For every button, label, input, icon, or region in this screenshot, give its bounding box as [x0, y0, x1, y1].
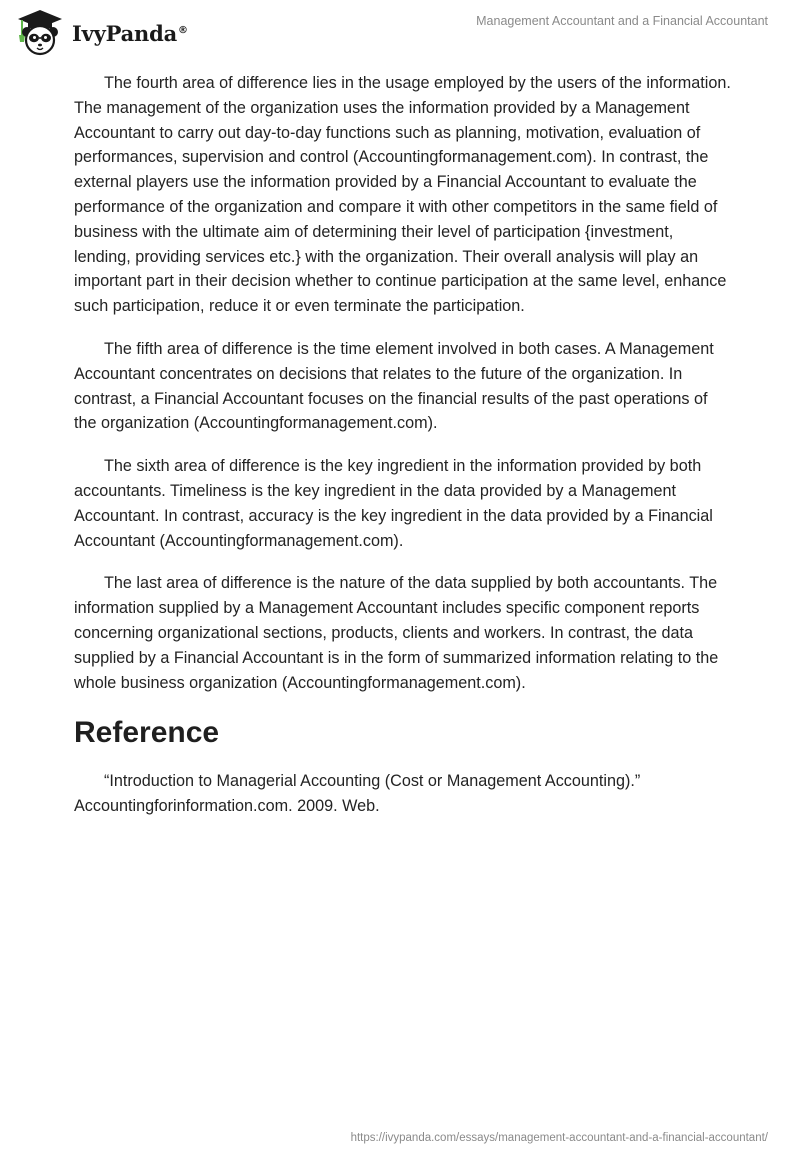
reference-entry: “Introduction to Managerial Accounting (Cost or Management Accounting).” Accountingforinformation.com. 2009. Web. [74, 772, 641, 816]
essay-body [74, 71, 734, 837]
page-header [0, 0, 800, 60]
reference-heading: Reference [74, 716, 220, 750]
brand-name: IvyPanda® [72, 20, 188, 46]
paragraph-nature-of-data: The last area of difference is the nature of the data supplied by both accountants. The information supplied by a Management Accountant includes specific component reports concerning organizational sections, products, clients and workers. In contrast, the data supplied by a Financial Accountant is in the form of summarized information relating to the whole business organization (Accountingformanagement.com). [74, 574, 719, 692]
registered-mark: ® [178, 24, 188, 36]
brand-logo[interactable] [14, 8, 188, 56]
document-title: Management Accountant and a Financial Accountant [476, 14, 768, 28]
source-url[interactable]: https://ivypanda.com/essays/management-accountant-and-a-financial-accountant/ [350, 1132, 768, 1144]
paragraph-time-element: The fifth area of difference is the time element involved in both cases. A Management Accountant concentrates on decisions that relates to the future of the organization. In contrast, a Financial Accountant focuses on the financial results of the past operations of the organization (Accountingformanagement.com). [74, 339, 714, 433]
paragraph-key-ingredient: The sixth area of difference is the key ingredient in the information provided by both accountants. Timeliness is the key ingredient in the data provided by a Management Accountant. In contrast, accuracy is the key ingredient in the data provided by a Financial Accountant (Accountingformanagement.com). [74, 457, 713, 550]
paragraph-usage: The fourth area of difference lies in the usage employed by the users of the information. The management of the organization uses the information provided by a Management Accountant to carry out day-to-day functions such as planning, motivation, evaluation of performances, supervision and control (Accountingformanagement.com). In contrast, the external players use the information provided by a Financial Accountant to evaluate the performance of the organization and compare it with other competitors in the same field of business with the ultimate aim of determining their level of participation {investment, lending, providing services etc.} with the organization. Their overall analysis will play an important part in their decision whether to continue participation at the same level, enhance such participation, reduce it or even terminate the participation. [74, 74, 731, 316]
panda-graduate-icon [14, 8, 66, 56]
